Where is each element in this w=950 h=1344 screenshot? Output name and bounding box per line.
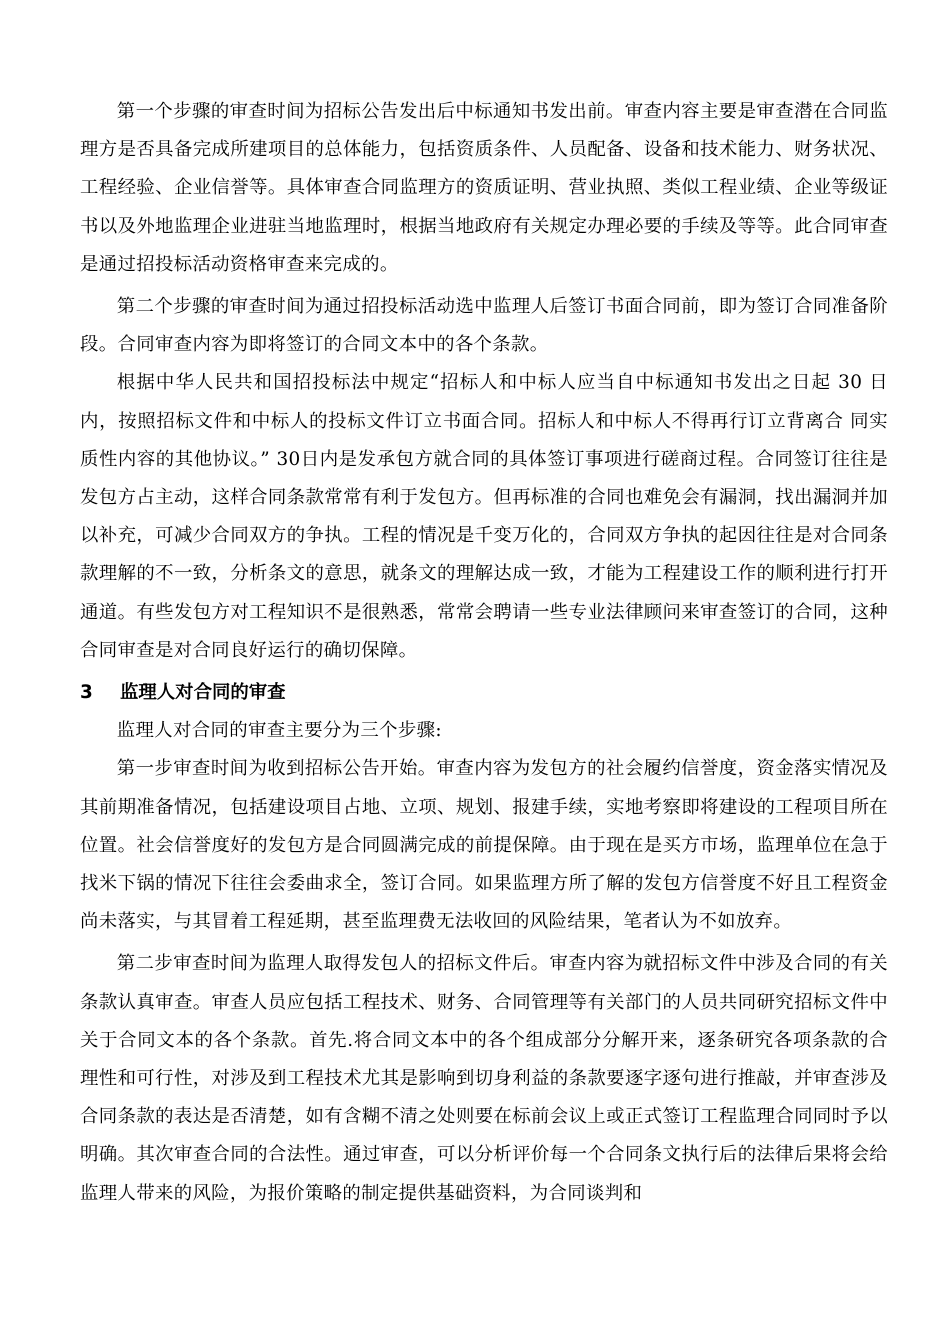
- paragraph-step-two-review: 第二个步骤的审查时间为通过招投标活动选中监理人后签订书面合同前，即为签订合同准备阶段。合同审查内容为即将签订的合同文本中的各个条款。: [80, 296, 888, 356]
- section-heading: [80, 674, 888, 712]
- paragraph-second-step: 第二步审查时间为监理人取得发包人的招标文件后。审查内容为就招标文件中涉及合同的有关条款认真审查。审查人员应包括工程技术、财务、合同管理等有关部门的人员共同研究招标文件中关于合同文本的各个条款。首先.将合同文本中的各个组成部分分解开来，逐条研究各项条款的合理性和可行性，对涉及到工程技术尤其是影响到切身利益的条款要逐字逐句进行推敲，并审查涉及合同条款的表达是否清楚，如有含糊不清之处则要在标前会议上或正式签订工程监理合同同时予以明确。其次审查合同的合法性。通过审查，可以分析评价每一个合同条文执行后的法律后果将会给监理人带来的风险，为报价策略的制定提供基础资料，为合同谈判和: [80, 953, 888, 1204]
- paragraph-section-intro: 监理人对合同的审查主要分为三个步骤:: [116, 720, 442, 742]
- paragraph-bidding-law: 根据中华人民共和国招投标法中规定“招标人和中标人应当自中标通知书发出之日起 30 日内，按照招标文件和中标人的投标文件订立书面合同。招标人和中标人不得再行订立背离合 同实质性内容的其他协议。” 30日内是发承包方就合同的具体签订事项进行磋商过程。合同签订往往是发包方占主动，这样合同条款常常有利于发包方。但再标准的合同也难免会有漏洞，找出漏洞并加以补充，可减少合同双方的争执。工程的情况是千变万化的，合同双方争执的起因往往是对合同条款理解的不一致，分析条文的意思，就条文的理解达成一致，才能为工程建设工作的顺利进行打开通道。有些发包方对工程知识不是很熟悉，常常会聘请一些专业法律顾问来审查签订的合同，这种合同审查是对合同良好运行的确切保障。: [80, 372, 888, 661]
- paragraph-step-one-review: 第一个步骤的审查时间为招标公告发出后中标通知书发出前。审查内容主要是审查潜在合同监理方是否具备完成所建项目的总体能力，包括资质条件、人员配备、设备和技术能力、财务状况、工程经验、企业信誉等。具体审查合同监理方的资质证明、营业执照、类似工程业绩、企业等级证书以及外地监理企业进驻当地监理时，根据当地政府有关规定办理必要的手续及等等。此合同审查是通过招投标活动资格审查来完成的。: [80, 101, 888, 275]
- section-number: 3: [80, 682, 93, 704]
- paragraph-first-step: 第一步审查时间为收到招标公告开始。审查内容为发包方的社会履约信誉度，资金落实情况及其前期准备情况，包括建设项目占地、立项、规划、报建手续，实地考察即将建设的工程项目所在位置。社会信誉度好的发包方是合同圆满完成的前提保障。由于现在是买方市场，监理单位在急于找米下锅的情况下往往会委曲求全，签订合同。如果监理方所了解的发包方信誉度不好且工程资金尚未落实，与其冒着工程延期，甚至监理费无法收回的风险结果，笔者认为不如放弃。: [80, 758, 888, 933]
- section-title: 监理人对合同的审查: [120, 682, 286, 704]
- document-body: [80, 93, 888, 1217]
